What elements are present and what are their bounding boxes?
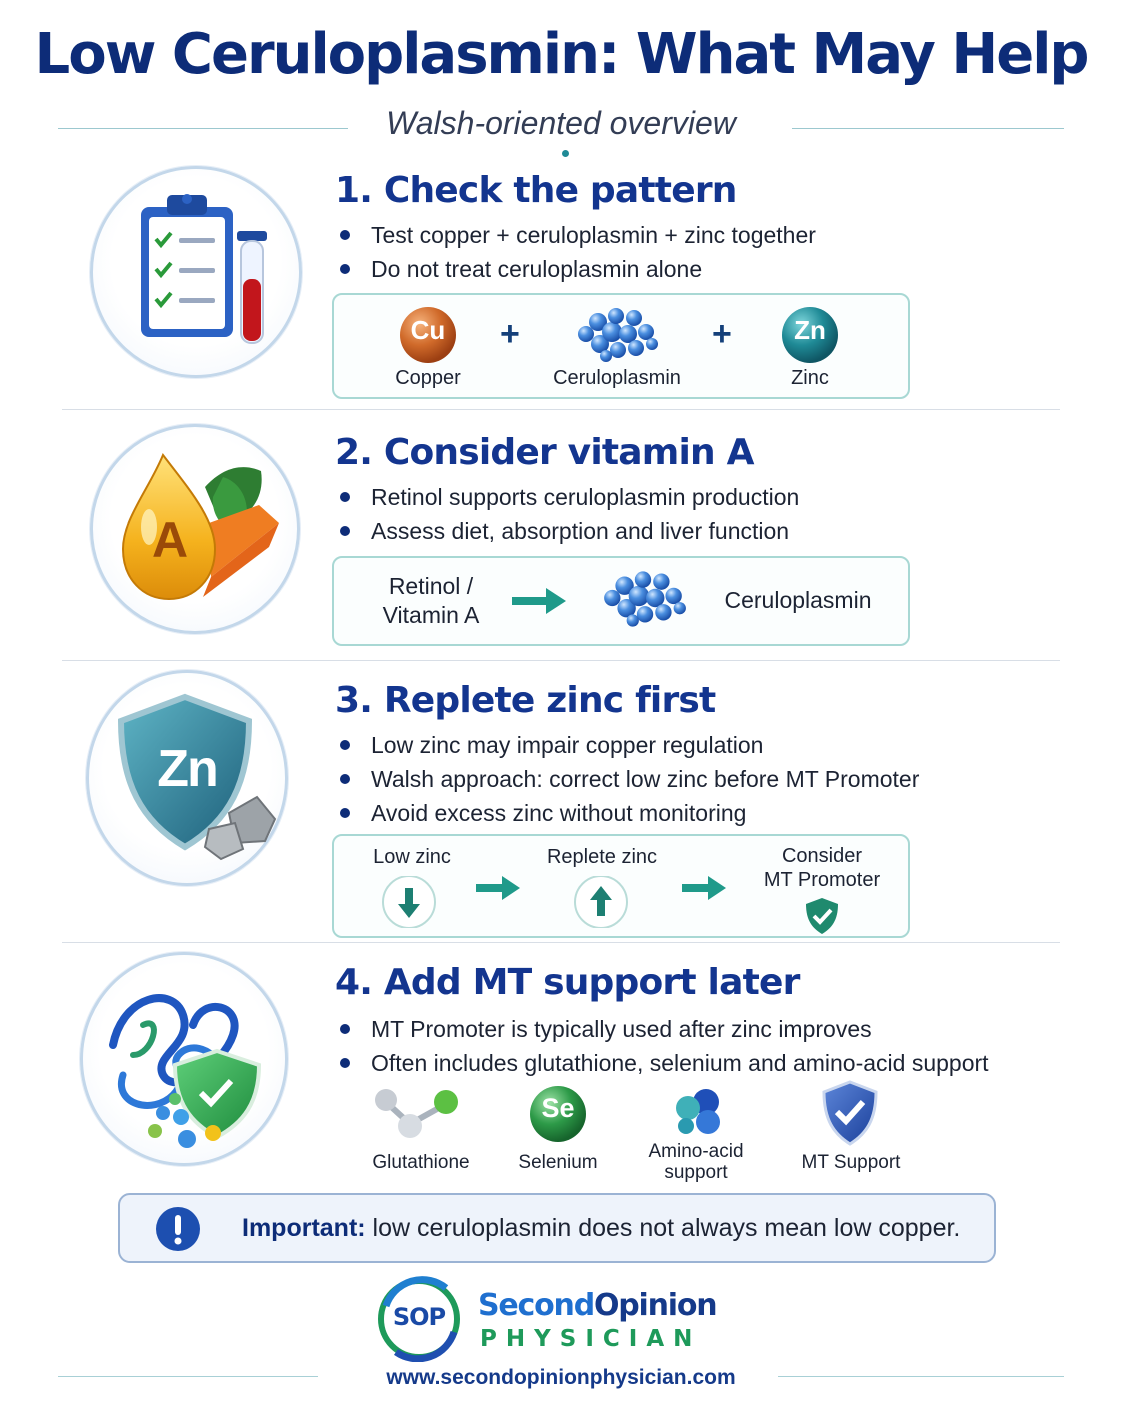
bullet-item: Often includes glutathione, selenium and amino-acid support	[335, 1046, 989, 1080]
check-shield-icon	[802, 896, 842, 936]
copper-symbol: Cu	[410, 315, 446, 345]
sop-logo-text: SOP	[392, 1303, 446, 1331]
copper-label: Copper	[395, 367, 461, 389]
ceruloplasmin-molecule-icon	[598, 566, 690, 630]
zinc-steps-box	[332, 834, 910, 938]
mt-support-shield-icon	[820, 1080, 880, 1146]
bullet-item: Walsh approach: correct low zinc before MT Promoter	[335, 762, 919, 796]
section-divider	[62, 942, 1060, 943]
arrow-right-icon	[680, 874, 728, 902]
section-divider	[62, 409, 1060, 410]
zinc-symbol: Zn	[794, 315, 826, 345]
zinc-label: Zinc	[791, 367, 829, 389]
ceruloplasmin-label: Ceruloplasmin	[553, 367, 681, 389]
bullet-item: Assess diet, absorption and liver function	[335, 514, 799, 548]
step-consider-mt-label: Consider MT Promoter	[763, 845, 881, 891]
section-4-title: 4. Add MT support later	[335, 962, 800, 1003]
bullet-item: Avoid excess zinc without monitoring	[335, 796, 919, 830]
zinc-shield-ore-icon	[86, 670, 288, 886]
amino-acid-label: Amino-acid support	[648, 1141, 744, 1183]
section-4-bullets	[335, 1012, 989, 1080]
pattern-box	[332, 293, 910, 399]
glutathione-label: Glutathione	[372, 1152, 470, 1173]
ceruloplasmin-label: Ceruloplasmin	[724, 587, 872, 613]
amino-acid-icon	[668, 1086, 728, 1136]
important-text: Important: low ceruloplasmin does not always mean low copper.	[242, 1214, 961, 1242]
section-2-title: 2. Consider vitamin A	[335, 432, 754, 473]
bullet-item: Do not treat ceruloplasmin alone	[335, 252, 816, 286]
footer-rule-right	[778, 1376, 1064, 1377]
plus-sign: +	[500, 315, 520, 353]
step-replete-zinc-label: Replete zinc	[546, 846, 658, 868]
section-1-bullets	[335, 218, 816, 286]
section-3-bullets	[335, 728, 919, 830]
ceruloplasmin-molecule-icon	[572, 303, 662, 365]
page-title: Low Ceruloplasmin: What May Help	[34, 22, 1088, 87]
brand-physician: PHYSICIAN	[480, 1326, 702, 1352]
bullet-item: Retinol supports ceruloplasmin production	[335, 480, 799, 514]
zinc-shield-text: Zn	[157, 740, 217, 798]
arrow-down-icon	[378, 876, 440, 928]
selenium-label: Selenium	[518, 1152, 598, 1173]
arrow-up-icon	[570, 876, 632, 928]
vitamin-a-box	[332, 556, 910, 646]
subtitle-rule-right	[792, 128, 1064, 129]
mt-support-label: MT Support	[801, 1152, 901, 1173]
step-low-zinc-label: Low zinc	[373, 846, 451, 868]
clipboard-checklist-test-tube-icon	[90, 166, 302, 378]
arrow-right-icon	[474, 874, 522, 902]
arrow-right-icon	[510, 586, 568, 616]
section-divider	[62, 660, 1060, 661]
website-link[interactable]: www.secondopinionphysician.com	[386, 1366, 736, 1389]
section-3-title: 3. Replete zinc first	[335, 680, 716, 721]
glutathione-icon	[370, 1084, 464, 1148]
bullet-item: Low zinc may impair copper regulation	[335, 728, 919, 762]
selenium-symbol: Se	[541, 1093, 575, 1123]
section-1-title: 1. Check the pattern	[335, 170, 737, 211]
page-subtitle: Walsh-oriented overview	[386, 105, 736, 141]
section-2-bullets	[335, 480, 799, 548]
brand-name: SecondOpinion	[478, 1288, 717, 1323]
plus-sign: +	[712, 315, 732, 353]
vitamin-a-drop-carrot-spinach-icon	[90, 424, 300, 634]
exclamation-icon	[154, 1205, 202, 1253]
important-note	[118, 1193, 996, 1263]
bullet-item: MT Promoter is typically used after zinc improves	[335, 1012, 989, 1046]
subtitle-dot	[562, 150, 569, 157]
retinol-label: Retinol / Vitamin A	[382, 573, 480, 628]
vitamin-a-letter: A	[151, 512, 189, 568]
protein-ribbon-shield-icon	[80, 952, 288, 1166]
bullet-item: Test copper + ceruloplasmin + zinc together	[335, 218, 816, 252]
